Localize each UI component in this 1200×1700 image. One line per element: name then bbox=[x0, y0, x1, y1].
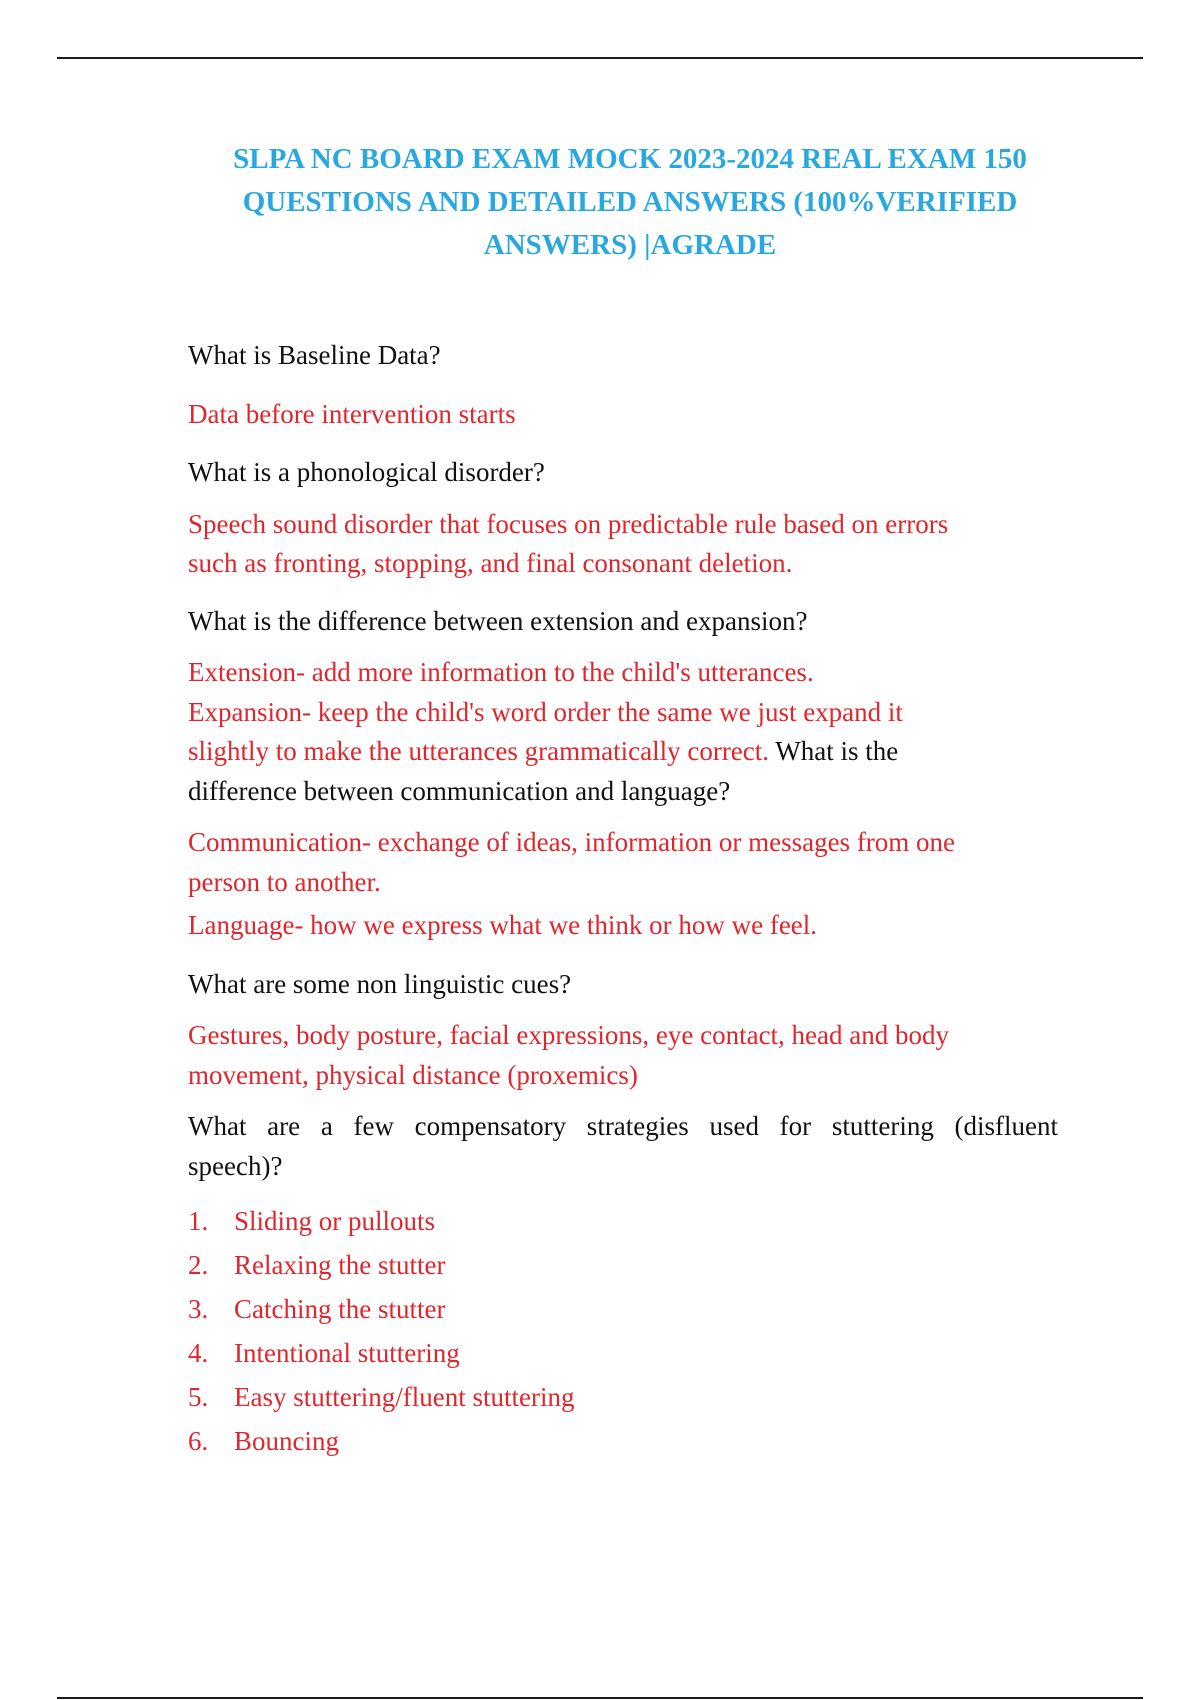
question-communication-language-start: What is the bbox=[775, 736, 899, 766]
answer-non-linguistic-cues bbox=[188, 1016, 1058, 1095]
list-number: 2. bbox=[188, 1250, 209, 1280]
title-line-3: ANSWERS) |AGRADE bbox=[483, 229, 777, 261]
answer-line: Extension- add more information to the child's utterances. bbox=[188, 657, 814, 687]
list-text: Catching the stutter bbox=[234, 1294, 446, 1324]
list-text: Bouncing bbox=[234, 1426, 339, 1456]
list-text: Easy stuttering/fluent stuttering bbox=[234, 1382, 575, 1412]
answer-line: person to another. bbox=[188, 866, 381, 897]
answer-line: Gestures, body posture, facial expressions, eye contact, head and body bbox=[188, 1020, 950, 1050]
answer-text: slightly to make the utterances grammatically correct. bbox=[188, 736, 770, 766]
answer-phonological-disorder bbox=[188, 505, 1058, 584]
list-number: 1. bbox=[188, 1206, 209, 1236]
question-non-linguistic-cues: What are some non linguistic cues? bbox=[188, 968, 572, 999]
list-item bbox=[188, 1199, 1058, 1243]
answer-line: Speech sound disorder that focuses on predictable rule based on errors bbox=[188, 508, 949, 539]
list-item bbox=[188, 1243, 1058, 1287]
answer-line bbox=[188, 732, 1058, 772]
list-text: Relaxing the stutter bbox=[234, 1250, 446, 1280]
answer-line: movement, physical distance (proxemics) bbox=[188, 1059, 638, 1090]
question-extension-expansion: What is the difference between extension and expansion? bbox=[188, 605, 808, 636]
list-number: 6. bbox=[188, 1426, 209, 1456]
answer-line: Language- how we express what we think or how we feel. bbox=[188, 910, 818, 940]
list-item bbox=[188, 1419, 1058, 1463]
list-text: Sliding or pullouts bbox=[234, 1206, 436, 1236]
title-line-2: QUESTIONS AND DETAILED ANSWERS (100%VERIFIED bbox=[242, 186, 1018, 218]
list-number: 4. bbox=[188, 1338, 209, 1368]
question-baseline-data: What is Baseline Data? bbox=[188, 340, 441, 370]
document-title bbox=[160, 138, 1100, 267]
bottom-rule bbox=[57, 1697, 1143, 1699]
qa-body bbox=[188, 336, 1058, 1463]
list-item bbox=[188, 1331, 1058, 1375]
answer-line: Communication- exchange of ideas, information or messages from one bbox=[188, 827, 956, 857]
question-communication-language-end: difference between communication and language? bbox=[188, 775, 731, 806]
list-number: 3. bbox=[188, 1294, 209, 1324]
answer-communication-language bbox=[188, 823, 1058, 946]
title-line-1: SLPA NC BOARD EXAM MOCK 2023-2024 REAL EXAM 150 bbox=[233, 143, 1027, 175]
list-item bbox=[188, 1375, 1058, 1419]
question-compensatory-strategies bbox=[188, 1107, 1058, 1186]
answer-extension-expansion bbox=[188, 653, 1058, 811]
list-text: Intentional stuttering bbox=[234, 1338, 460, 1368]
answer-baseline-data: Data before intervention starts bbox=[188, 398, 516, 429]
answer-line: such as fronting, stopping, and final consonant deletion. bbox=[188, 548, 793, 578]
question-phonological-disorder: What is a phonological disorder? bbox=[188, 457, 545, 487]
strategies-list bbox=[188, 1199, 1058, 1463]
question-line: speech)? bbox=[188, 1150, 283, 1181]
list-number: 5. bbox=[188, 1382, 209, 1412]
list-item bbox=[188, 1287, 1058, 1331]
answer-line: Expansion- keep the child's word order the same we just expand it bbox=[188, 696, 903, 727]
top-rule bbox=[57, 57, 1143, 59]
question-line: What are a few compensatory strategies used for stuttering (disfluent bbox=[188, 1111, 1058, 1141]
